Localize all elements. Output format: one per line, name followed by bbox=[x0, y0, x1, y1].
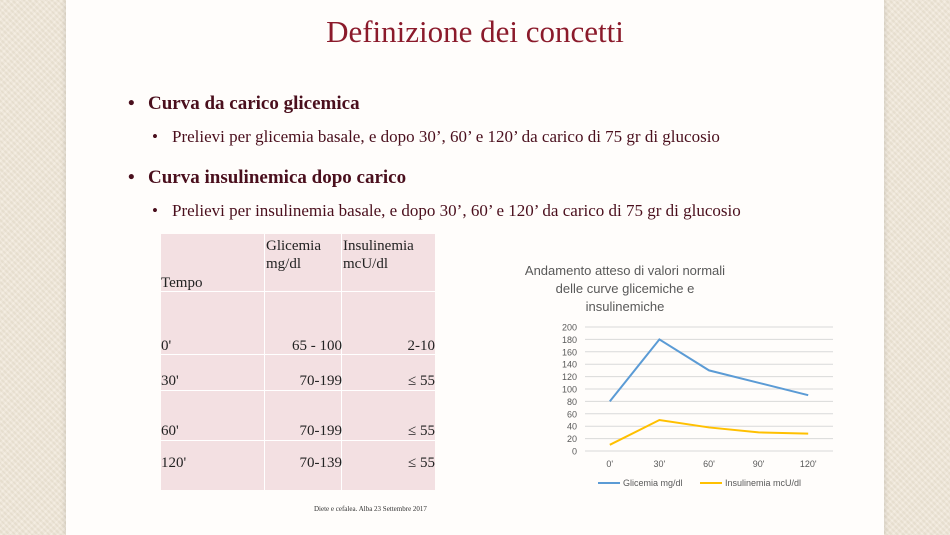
row-0-tempo: 0' bbox=[161, 338, 172, 354]
slide-title: Definizione dei concetti bbox=[326, 14, 624, 49]
series-line-0 bbox=[610, 339, 808, 401]
row-0-insulinemia: 2-10 bbox=[407, 338, 435, 354]
y-tick-label: 80 bbox=[566, 396, 577, 407]
x-tick-label: 0' bbox=[606, 459, 614, 469]
x-tick-label: 90' bbox=[752, 459, 765, 469]
y-tick-label: 100 bbox=[561, 384, 577, 395]
chart-title-line-3: insulinemiche bbox=[585, 299, 665, 314]
y-tick-label: 160 bbox=[561, 347, 577, 358]
header-glicemia: Glicemia bbox=[266, 238, 321, 254]
chart-title-line-2: delle curve glicemiche e bbox=[555, 281, 695, 296]
x-tick-label: 30' bbox=[653, 459, 666, 469]
bullet-dot-icon: • bbox=[152, 127, 158, 146]
sub-bullet-text: Prelievi per glicemia basale, e dopo 30’, 60’ e 120’ da carico di 75 gr di glucosio bbox=[172, 127, 720, 146]
chart-title-line-1: Andamento atteso di valori normali bbox=[524, 263, 726, 278]
y-tick-label: 200 bbox=[561, 322, 577, 333]
row-2-tempo: 60' bbox=[161, 423, 179, 439]
row-3-insulinemia: ≤ 55 bbox=[408, 455, 435, 471]
header-tempo: Tempo bbox=[161, 275, 203, 291]
row-1-insulinemia: ≤ 55 bbox=[408, 373, 435, 389]
y-tick-label: 40 bbox=[566, 421, 577, 432]
row-3-glicemia: 70-139 bbox=[299, 455, 342, 471]
row-3-tempo: 120' bbox=[161, 455, 187, 471]
row-1-glicemia: 70-199 bbox=[299, 373, 342, 389]
x-tick-label: 60' bbox=[703, 459, 715, 469]
footer-note: Diete e cefalea. Alba 23 Settembre 2017 bbox=[314, 505, 427, 513]
y-tick-label: 140 bbox=[561, 359, 577, 370]
row-2-insulinemia: ≤ 55 bbox=[408, 423, 435, 439]
y-tick-label: 20 bbox=[566, 434, 577, 445]
header-insulinemia: Insulinemia bbox=[343, 238, 414, 254]
bullet-dot-icon: • bbox=[128, 93, 135, 114]
bullet-dot-icon: • bbox=[152, 201, 158, 220]
y-tick-label: 0 bbox=[571, 446, 577, 457]
y-tick-label: 180 bbox=[561, 334, 577, 345]
y-tick-label: 60 bbox=[566, 409, 577, 420]
x-tick-label: 120' bbox=[799, 459, 817, 469]
bullet-label: Curva da carico glicemica bbox=[148, 93, 360, 114]
bullet-dot-icon: • bbox=[128, 167, 135, 188]
legend-label-0: Glicemia mg/dl bbox=[623, 478, 683, 488]
header-insulinemia-unit: mcU/dl bbox=[343, 256, 388, 272]
legend-label-1: Insulinemia mcU/dl bbox=[725, 478, 802, 488]
row-1-tempo: 30' bbox=[161, 373, 179, 389]
bullet-label: Curva insulinemica dopo carico bbox=[148, 167, 407, 188]
row-0-glicemia: 65 - 100 bbox=[292, 338, 342, 354]
sub-bullet-text: Prelievi per insulinemia basale, e dopo 30’, 60’ e 120’ da carico di 75 gr di glucosio bbox=[172, 201, 741, 220]
series-line-1 bbox=[610, 420, 808, 445]
y-tick-label: 120 bbox=[561, 372, 577, 383]
row-2-glicemia: 70-199 bbox=[299, 423, 342, 439]
header-glicemia-unit: mg/dl bbox=[266, 256, 302, 272]
